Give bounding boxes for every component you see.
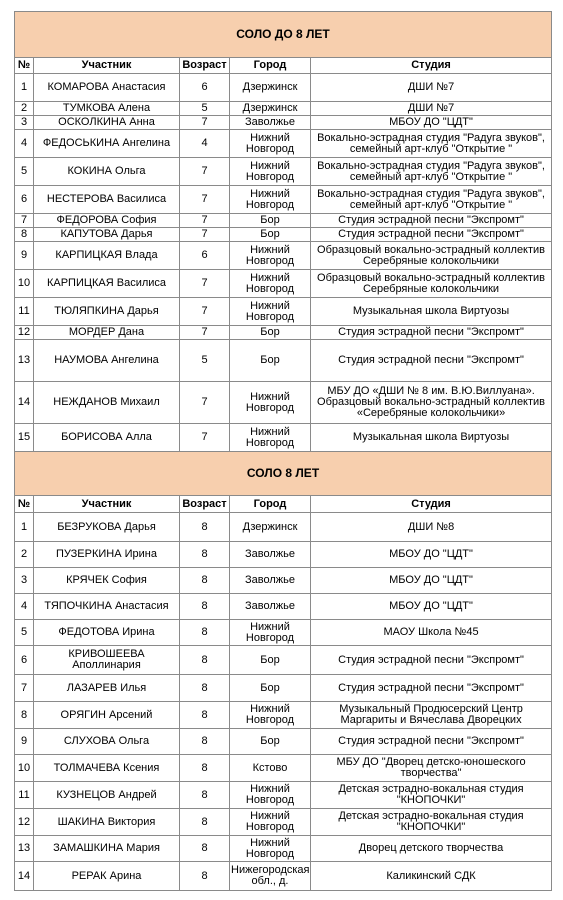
participant-name: ФЕДОРОВА София bbox=[34, 214, 180, 228]
participant-studio: Образцовый вокально-эстрадный коллектив Серебряные колокольчики bbox=[311, 242, 552, 270]
participant-studio: Дворец детского творчества bbox=[311, 836, 552, 862]
participant-studio: ДШИ №7 bbox=[311, 102, 552, 116]
participant-age: 6 bbox=[180, 242, 230, 270]
table-header-row bbox=[15, 58, 552, 74]
participant-age: 8 bbox=[180, 646, 230, 675]
participant-studio: Студия эстрадной песни "Экспромт" bbox=[311, 214, 552, 228]
table-row bbox=[15, 326, 552, 340]
table-body bbox=[15, 12, 552, 891]
row-number: 13 bbox=[15, 340, 34, 382]
participant-age: 8 bbox=[180, 675, 230, 702]
participant-name: ЗАМАШКИНА Мария bbox=[34, 836, 180, 862]
participant-name: КУЗНЕЦОВ Андрей bbox=[34, 782, 180, 809]
section-title: СОЛО 8 ЛЕТ bbox=[15, 452, 552, 496]
participant-studio: Вокально-эстрадная студия "Радуга звуков", семейный арт-клуб "Открытие " bbox=[311, 130, 552, 158]
participant-city: Бор bbox=[230, 646, 311, 675]
table-row bbox=[15, 729, 552, 755]
row-number: 5 bbox=[15, 620, 34, 646]
participant-studio: ДШИ №8 bbox=[311, 513, 552, 542]
participant-studio: Вокально-эстрадная студия "Радуга звуков", семейный арт-клуб "Открытие " bbox=[311, 158, 552, 186]
participant-studio: Образцовый вокально-эстрадный коллектив Серебряные колокольчики bbox=[311, 270, 552, 298]
participant-city: Нижний Новгород bbox=[230, 130, 311, 158]
participant-studio: Студия эстрадной песни "Экспромт" bbox=[311, 326, 552, 340]
column-header: Возраст bbox=[180, 496, 230, 513]
participant-studio: МБОУ ДО "ЦДТ" bbox=[311, 542, 552, 568]
row-number: 13 bbox=[15, 836, 34, 862]
participant-studio: Вокально-эстрадная студия "Радуга звуков", семейный арт-клуб "Открытие " bbox=[311, 186, 552, 214]
participant-name: КАРПИЦКАЯ Влада bbox=[34, 242, 180, 270]
participant-age: 8 bbox=[180, 702, 230, 729]
participant-age: 5 bbox=[180, 340, 230, 382]
column-header: Город bbox=[230, 58, 311, 74]
participant-age: 5 bbox=[180, 102, 230, 116]
participant-city: Нижний Новгород bbox=[230, 782, 311, 809]
row-number: 6 bbox=[15, 646, 34, 675]
table-row bbox=[15, 116, 552, 130]
table-row bbox=[15, 270, 552, 298]
table-row bbox=[15, 782, 552, 809]
participant-city: Нижний Новгород bbox=[230, 158, 311, 186]
participant-city: Нижний Новгород bbox=[230, 298, 311, 326]
participant-city: Нижний Новгород bbox=[230, 270, 311, 298]
table-row bbox=[15, 242, 552, 270]
table-row bbox=[15, 382, 552, 424]
row-number: 9 bbox=[15, 729, 34, 755]
participant-studio: Музыкальный Продюсерский Центр Маргариты и Вячеслава Дворецких bbox=[311, 702, 552, 729]
row-number: 4 bbox=[15, 130, 34, 158]
participant-city: Нижний Новгород bbox=[230, 186, 311, 214]
column-header: Участник bbox=[34, 496, 180, 513]
participant-age: 8 bbox=[180, 782, 230, 809]
participant-studio: Музыкальная школа Виртуозы bbox=[311, 298, 552, 326]
table-row bbox=[15, 130, 552, 158]
row-number: 3 bbox=[15, 568, 34, 594]
column-header: Студия bbox=[311, 58, 552, 74]
table-row bbox=[15, 298, 552, 326]
participants-table bbox=[14, 11, 552, 891]
participant-age: 7 bbox=[180, 228, 230, 242]
row-number: 1 bbox=[15, 513, 34, 542]
participant-name: БЕЗРУКОВА Дарья bbox=[34, 513, 180, 542]
section-title-row bbox=[15, 12, 552, 58]
table-row bbox=[15, 594, 552, 620]
row-number: 2 bbox=[15, 542, 34, 568]
participant-city: Заволжье bbox=[230, 116, 311, 130]
participant-name: ОРЯГИН Арсений bbox=[34, 702, 180, 729]
participant-age: 7 bbox=[180, 298, 230, 326]
table-row bbox=[15, 102, 552, 116]
participant-name: ТОЛМАЧЕВА Ксения bbox=[34, 755, 180, 782]
participant-name: ФЕДОТОВА Ирина bbox=[34, 620, 180, 646]
participant-name: КРЯЧЕК София bbox=[34, 568, 180, 594]
participant-name: СЛУХОВА Ольга bbox=[34, 729, 180, 755]
table-row bbox=[15, 620, 552, 646]
participant-age: 8 bbox=[180, 568, 230, 594]
participant-age: 7 bbox=[180, 116, 230, 130]
table-row bbox=[15, 755, 552, 782]
participant-age: 4 bbox=[180, 130, 230, 158]
participant-studio: Студия эстрадной песни "Экспромт" bbox=[311, 228, 552, 242]
participant-city: Дзержинск bbox=[230, 513, 311, 542]
participant-age: 8 bbox=[180, 594, 230, 620]
participant-age: 7 bbox=[180, 382, 230, 424]
table-row bbox=[15, 424, 552, 452]
participant-studio: Студия эстрадной песни "Экспромт" bbox=[311, 646, 552, 675]
row-number: 14 bbox=[15, 862, 34, 891]
row-number: 9 bbox=[15, 242, 34, 270]
participant-age: 7 bbox=[180, 214, 230, 228]
column-header: Участник bbox=[34, 58, 180, 74]
participant-name: МОРДЕР Дана bbox=[34, 326, 180, 340]
participant-age: 8 bbox=[180, 542, 230, 568]
participant-name: КОМАРОВА Анастасия bbox=[34, 74, 180, 102]
row-number: 10 bbox=[15, 270, 34, 298]
section-title-row bbox=[15, 452, 552, 496]
participant-studio: Музыкальная школа Виртуозы bbox=[311, 424, 552, 452]
participant-city: Нижний Новгород bbox=[230, 424, 311, 452]
participant-city: Нижний Новгород bbox=[230, 809, 311, 836]
table-row bbox=[15, 836, 552, 862]
row-number: 8 bbox=[15, 702, 34, 729]
participant-studio: Каликинский СДК bbox=[311, 862, 552, 891]
participant-name: ПУЗЕРКИНА Ирина bbox=[34, 542, 180, 568]
row-number: 14 bbox=[15, 382, 34, 424]
participant-name: КОКИНА Ольга bbox=[34, 158, 180, 186]
participant-name: ФЕДОСЬКИНА Ангелина bbox=[34, 130, 180, 158]
row-number: 1 bbox=[15, 74, 34, 102]
participant-studio: МБОУ ДО "ЦДТ" bbox=[311, 568, 552, 594]
row-number: 12 bbox=[15, 809, 34, 836]
participant-city: Кстово bbox=[230, 755, 311, 782]
participant-studio: Студия эстрадной песни "Экспромт" bbox=[311, 675, 552, 702]
participant-studio: Студия эстрадной песни "Экспромт" bbox=[311, 340, 552, 382]
participant-age: 8 bbox=[180, 755, 230, 782]
table-row bbox=[15, 568, 552, 594]
participant-age: 7 bbox=[180, 326, 230, 340]
participant-name: ЛАЗАРЕВ Илья bbox=[34, 675, 180, 702]
participant-age: 6 bbox=[180, 74, 230, 102]
participant-age: 7 bbox=[180, 186, 230, 214]
participant-city: Нижний Новгород bbox=[230, 836, 311, 862]
participant-city: Бор bbox=[230, 675, 311, 702]
row-number: 15 bbox=[15, 424, 34, 452]
participant-city: Нижний Новгород bbox=[230, 382, 311, 424]
participant-age: 8 bbox=[180, 729, 230, 755]
row-number: 2 bbox=[15, 102, 34, 116]
participant-studio: ДШИ №7 bbox=[311, 74, 552, 102]
table-row bbox=[15, 513, 552, 542]
row-number: 11 bbox=[15, 298, 34, 326]
table-row bbox=[15, 542, 552, 568]
row-number: 11 bbox=[15, 782, 34, 809]
participant-city: Нижегородская обл., д. bbox=[230, 862, 311, 891]
participant-age: 8 bbox=[180, 862, 230, 891]
participant-city: Бор bbox=[230, 326, 311, 340]
participant-name: ТЮЛЯПКИНА Дарья bbox=[34, 298, 180, 326]
participant-city: Бор bbox=[230, 214, 311, 228]
participant-studio: МБОУ ДО "ЦДТ" bbox=[311, 116, 552, 130]
participant-studio: МАОУ Школа №45 bbox=[311, 620, 552, 646]
row-number: 8 bbox=[15, 228, 34, 242]
participant-name: РЕРАК Арина bbox=[34, 862, 180, 891]
participant-studio: МБОУ ДО "ЦДТ" bbox=[311, 594, 552, 620]
table-row bbox=[15, 158, 552, 186]
participant-city: Бор bbox=[230, 228, 311, 242]
participant-studio: МБУ ДО "Дворец детско-юношеского творчества" bbox=[311, 755, 552, 782]
table-row bbox=[15, 646, 552, 675]
participant-city: Дзержинск bbox=[230, 102, 311, 116]
participant-name: ШАКИНА Виктория bbox=[34, 809, 180, 836]
participant-name: КАРПИЦКАЯ Василиса bbox=[34, 270, 180, 298]
table-row bbox=[15, 675, 552, 702]
participant-age: 7 bbox=[180, 424, 230, 452]
table-row bbox=[15, 74, 552, 102]
participant-city: Бор bbox=[230, 729, 311, 755]
participant-city: Заволжье bbox=[230, 568, 311, 594]
participant-name: НЕСТЕРОВА Василиса bbox=[34, 186, 180, 214]
table-header-row bbox=[15, 496, 552, 513]
table-row bbox=[15, 214, 552, 228]
table-row bbox=[15, 228, 552, 242]
participant-city: Заволжье bbox=[230, 542, 311, 568]
participant-studio: Детская эстрадно-вокальная студия "КНОПОЧКИ" bbox=[311, 809, 552, 836]
row-number: 3 bbox=[15, 116, 34, 130]
participant-name: ОСКОЛКИНА Анна bbox=[34, 116, 180, 130]
participant-city: Заволжье bbox=[230, 594, 311, 620]
participant-studio: Студия эстрадной песни "Экспромт" bbox=[311, 729, 552, 755]
participant-studio: МБУ ДО «ДШИ № 8 им. В.Ю.Виллуана». Образцовый вокально-эстрадный коллектив «Серебряные колокольчики» bbox=[311, 382, 552, 424]
participant-age: 8 bbox=[180, 620, 230, 646]
participant-age: 8 bbox=[180, 513, 230, 542]
participant-studio: Детская эстрадно-вокальная студия "КНОПОЧКИ" bbox=[311, 782, 552, 809]
column-header: Студия bbox=[311, 496, 552, 513]
table-row bbox=[15, 186, 552, 214]
participant-age: 8 bbox=[180, 836, 230, 862]
participant-name: БОРИСОВА Алла bbox=[34, 424, 180, 452]
table-row bbox=[15, 702, 552, 729]
column-header: Город bbox=[230, 496, 311, 513]
participant-city: Дзержинск bbox=[230, 74, 311, 102]
participant-city: Нижний Новгород bbox=[230, 702, 311, 729]
row-number: 6 bbox=[15, 186, 34, 214]
row-number: 10 bbox=[15, 755, 34, 782]
table-row bbox=[15, 340, 552, 382]
participant-age: 7 bbox=[180, 158, 230, 186]
row-number: 4 bbox=[15, 594, 34, 620]
section-title: СОЛО ДО 8 ЛЕТ bbox=[15, 12, 552, 58]
row-number: 12 bbox=[15, 326, 34, 340]
table-row bbox=[15, 862, 552, 891]
participant-city: Нижний Новгород bbox=[230, 242, 311, 270]
row-number: 7 bbox=[15, 214, 34, 228]
row-number: 5 bbox=[15, 158, 34, 186]
participant-city: Нижний Новгород bbox=[230, 620, 311, 646]
participant-age: 8 bbox=[180, 809, 230, 836]
participant-name: ТУМКОВА Алена bbox=[34, 102, 180, 116]
participant-name: НАУМОВА Ангелина bbox=[34, 340, 180, 382]
participant-name: ТЯПОЧКИНА Анастасия bbox=[34, 594, 180, 620]
participant-name: КАПУТОВА Дарья bbox=[34, 228, 180, 242]
participant-age: 7 bbox=[180, 270, 230, 298]
column-header: № bbox=[15, 496, 34, 513]
column-header: № bbox=[15, 58, 34, 74]
participant-name: КРИВОШЕЕВА Аполлинария bbox=[34, 646, 180, 675]
row-number: 7 bbox=[15, 675, 34, 702]
participant-name: НЕЖДАНОВ Михаил bbox=[34, 382, 180, 424]
table-row bbox=[15, 809, 552, 836]
participant-city: Бор bbox=[230, 340, 311, 382]
column-header: Возраст bbox=[180, 58, 230, 74]
